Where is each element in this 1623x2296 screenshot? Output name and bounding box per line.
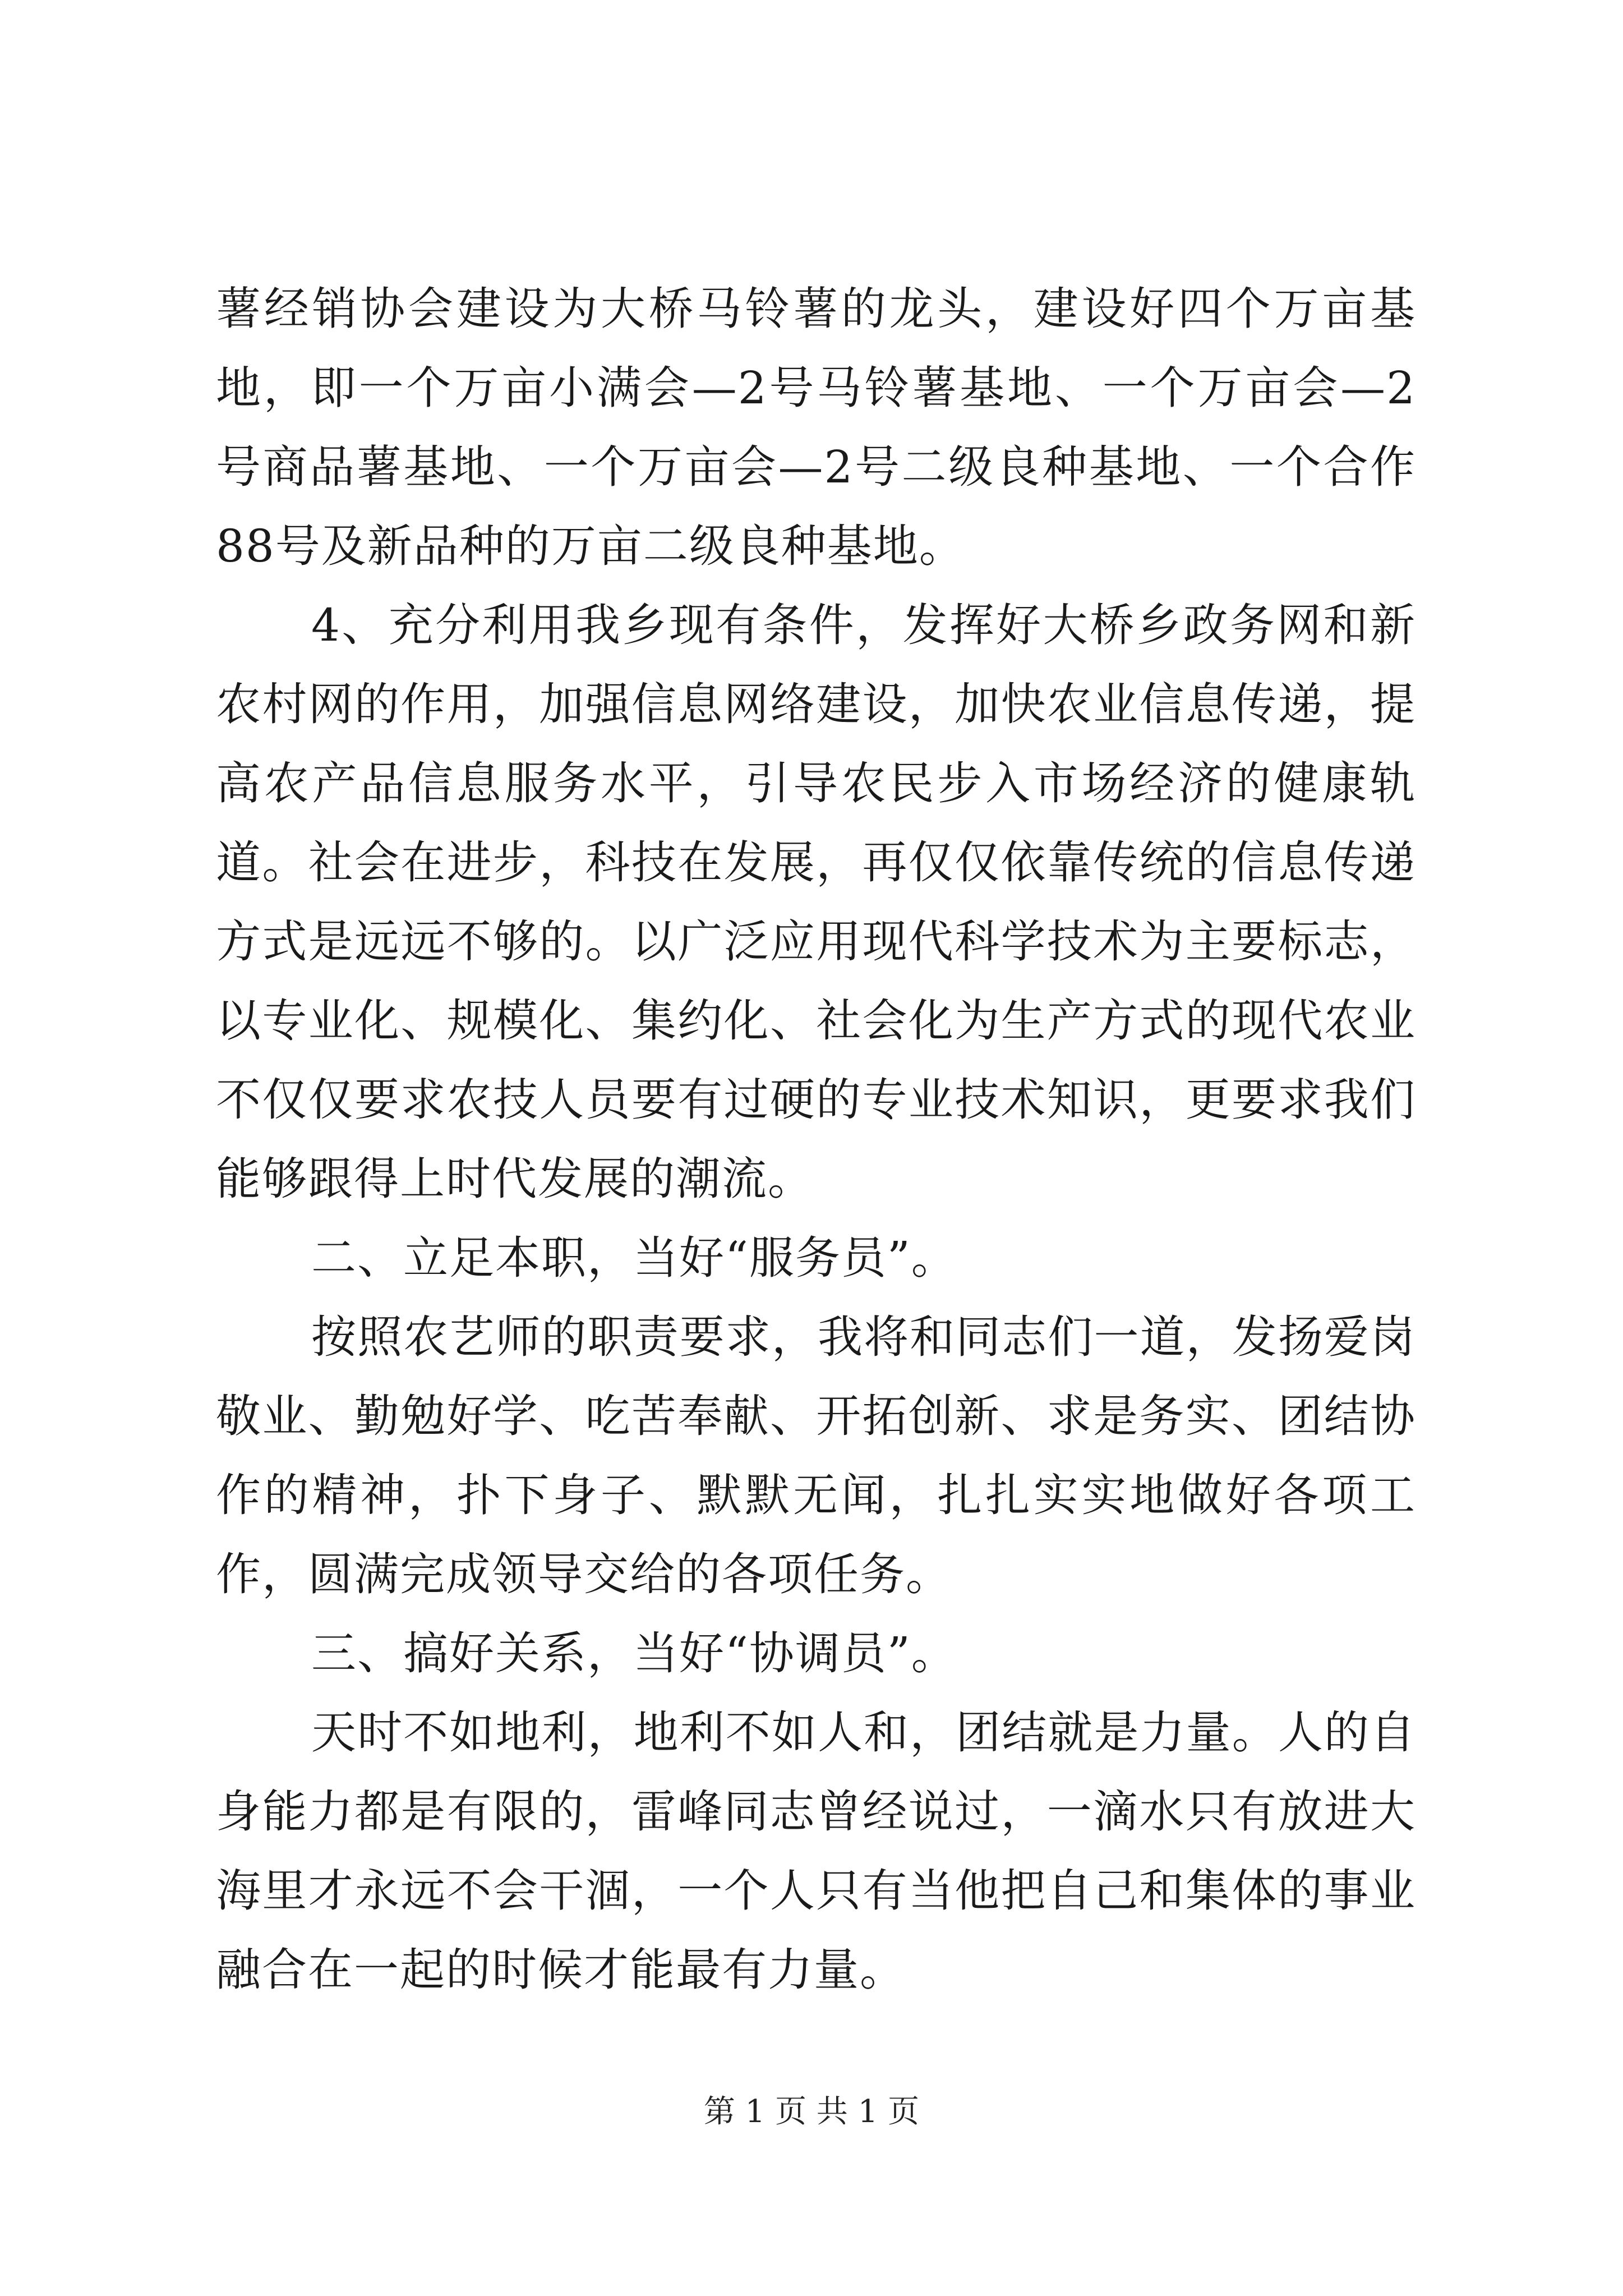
page-footer: 第 1 页 共 1 页 [703,2093,920,2130]
paragraph-3: 按照农艺师的职责要求，我将和同志们一道，发扬爱岗敬业、勤勉好学、吃苦奉献、开拓创新、求是务实、团结协作的精神，扑下身子、默默无闻，扎扎实实地做好各项工作，圆满完成领导交给的各项任务。 [216,1311,1416,1600]
paragraph-2: 4、充分利用我乡现有条件，发挥好大桥乡政务网和新农村网的作用，加强信息网络建设，加快农业信息传递，提高农产品信息服务水平，引导农民步入市场经济的健康轨道。社会在进步，科技在发展，再仅仅依靠传统的信息传递方式是远远不够的。以广泛应用现代科学技术为主要标志，以专业化、规模化、集约化、社会化为生产方式的现代农业不仅仅要求农技人员要有过硬的专业技术知识，更要求我们能够跟得上时代发展的潮流。 [216,599,1416,1205]
document-body [216,269,1416,2009]
paragraph-4: 天时不如地利，地利不如人和，团结就是力量。人的自身能力都是有限的，雷峰同志曾经说过，一滴水只有放进大海里才永远不会干涸，一个人只有当他把自己和集体的事业融合在一起的时候才能最有力量。 [216,1706,1416,1996]
section-heading-3: 三、搞好关系，当好“协调员”。 [311,1627,957,1680]
paragraph-1: 薯经销协会建设为大桥马铃薯的龙头，建设好四个万亩基地，即一个万亩小满会—2号马铃薯基地、一个万亩会—2号商品薯基地、一个万亩会—2号二级良种基地、一个合作88号及新品种的万亩二级良种基地。 [216,283,1416,572]
section-heading-2: 二、立足本职，当好“服务员”。 [311,1232,957,1284]
